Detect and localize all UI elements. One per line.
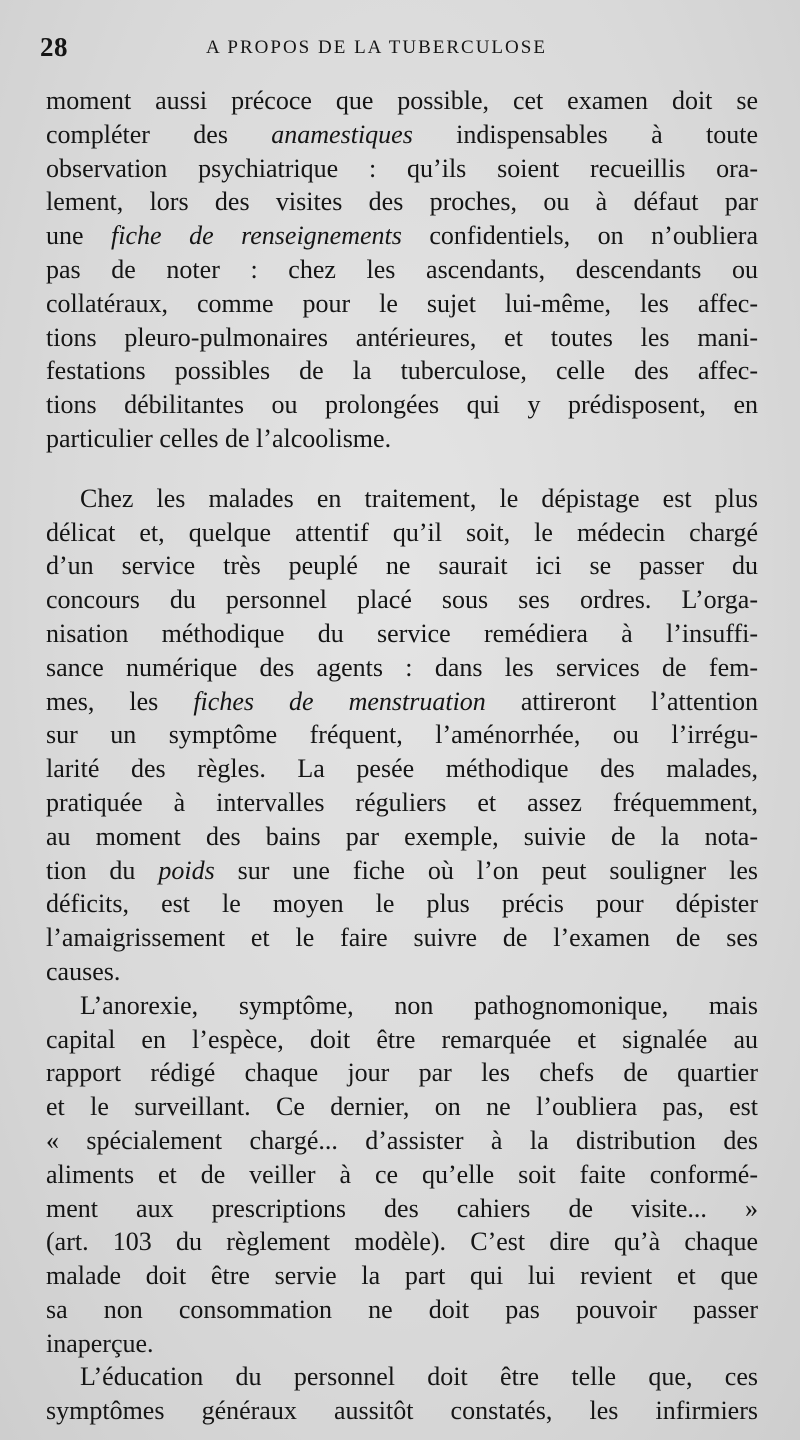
text-segment: ment aux prescriptions des cahiers de visite... » [46, 1193, 758, 1223]
text-segment: tion du [46, 855, 159, 885]
text-segment: L’anorexie, symptôme, non pathognomonique, mais [80, 990, 758, 1020]
body-text [46, 84, 758, 1428]
text-segment: confidentiels, on n’oubliera [401, 221, 758, 251]
text-line [46, 921, 758, 955]
text-segment: Chez les malades en traitement, le dépistage est plus [80, 483, 758, 513]
text-line [46, 1225, 758, 1259]
paragraph [46, 1360, 758, 1428]
text-segment: (art. 103 du règlement modèle). C’est dire qu’à chaque [46, 1227, 758, 1257]
text-segment: symptômes généraux aussitôt constatés, les infirmiers [46, 1396, 758, 1426]
text-segment: rapport rédigé chaque jour par les chefs de quartier [46, 1058, 758, 1088]
text-line [46, 752, 758, 786]
text-line [46, 1090, 758, 1124]
text-line [46, 253, 758, 287]
text-line [46, 354, 758, 388]
text-segment: l’amaigrissement et le faire suivre de l’examen de ses [46, 923, 758, 953]
text-line [46, 219, 758, 253]
text-segment: déficits, est le moyen le plus précis pour dépister [46, 889, 758, 919]
text-line [46, 185, 758, 219]
text-line [46, 1124, 758, 1158]
text-segment: au moment des bains par exemple, suivie de la nota- [46, 821, 758, 851]
text-segment: mes, les [46, 686, 194, 716]
text-segment: nisation méthodique du service remédiera à l’insuffi- [46, 618, 758, 648]
text-segment: indispensables à toute [412, 119, 758, 149]
text-line [46, 321, 758, 355]
italic-term: anamestiques [271, 119, 413, 149]
text-line [46, 1293, 758, 1327]
text-segment: d’un service très peuplé ne saurait ici se passer du [46, 551, 758, 581]
text-line [46, 989, 758, 1023]
text-line [46, 1327, 758, 1361]
paragraph [46, 989, 758, 1361]
text-line [46, 1259, 758, 1293]
text-line [46, 84, 758, 118]
text-segment: sur un symptôme fréquent, l’aménorrhée, ou l’irrégu- [46, 720, 758, 750]
text-line [46, 388, 758, 422]
text-line [46, 617, 758, 651]
text-line [46, 718, 758, 752]
text-line [46, 1192, 758, 1226]
text-segment: une [46, 221, 112, 251]
italic-term: poids [158, 855, 215, 885]
text-line [46, 854, 758, 888]
text-segment: observation psychiatrique : qu’ils soient recueillis ora- [46, 153, 758, 183]
text-segment: capital en l’espèce, doit être remarquée et signalée au [46, 1024, 758, 1054]
text-line [46, 549, 758, 583]
paragraph-gap [46, 456, 758, 482]
text-line [46, 820, 758, 854]
text-segment: délicat et, quelque attentif qu’il soit, le médecin chargé [46, 517, 758, 547]
text-line [46, 422, 758, 456]
text-line [46, 482, 758, 516]
text-segment: inaperçue. [46, 1328, 154, 1358]
text-line [46, 152, 758, 186]
text-segment: « spécialement chargé... d’assister à la distribution des [46, 1125, 758, 1155]
text-line [46, 1360, 758, 1394]
text-segment: causes. [46, 956, 121, 986]
text-segment: sa non consommation ne doit pas pouvoir passer [46, 1294, 758, 1324]
text-segment: sur une fiche où l’on peut souligner les [214, 855, 758, 885]
text-segment: tions débilitantes ou prolongées qui y prédisposent, en [46, 390, 758, 420]
text-line [46, 1158, 758, 1192]
text-segment: malade doit être servie la part qui lui revient et que [46, 1261, 758, 1291]
text-line [46, 786, 758, 820]
text-segment: pas de noter : chez les ascendants, descendants ou [46, 254, 758, 284]
text-line [46, 118, 758, 152]
text-segment: aliments et de veiller à ce qu’elle soit faite conformé- [46, 1159, 758, 1189]
text-line [46, 516, 758, 550]
text-line [46, 287, 758, 321]
page-number: 28 [40, 32, 68, 62]
text-line [46, 1056, 758, 1090]
page-header [40, 32, 760, 66]
text-segment: moment aussi précoce que possible, cet examen doit se [46, 86, 758, 115]
italic-term: fiche de renseignements [111, 221, 402, 251]
text-segment: larité des règles. La pesée méthodique des malades, [46, 754, 758, 784]
text-line [46, 651, 758, 685]
text-segment: attireront l’attention [485, 686, 758, 716]
text-segment: lement, lors des visites des proches, ou à défaut par [46, 187, 758, 217]
text-segment: compléter des [46, 119, 272, 149]
text-segment: tions pleuro-pulmonaires antérieures, et toutes les mani- [46, 322, 758, 352]
text-segment: concours du personnel placé sous ses ordres. L’orga- [46, 585, 758, 615]
text-segment: pratiquée à intervalles réguliers et assez fréquemment, [46, 787, 758, 817]
text-line [46, 583, 758, 617]
text-segment: L’éducation du personnel doit être telle que, ces [80, 1362, 758, 1392]
text-segment: collatéraux, comme pour le sujet lui-même, les affec- [46, 288, 758, 318]
text-segment: et le surveillant. Ce dernier, on ne l’oubliera pas, est [46, 1092, 758, 1122]
italic-term: fiches de menstruation [193, 686, 486, 716]
text-line [46, 1023, 758, 1057]
text-line [46, 955, 758, 989]
text-line [46, 887, 758, 921]
text-segment: sance numérique des agents : dans les services de fem- [46, 652, 758, 682]
paragraph [46, 84, 758, 456]
running-title: A PROPOS DE LA TUBERCULOSE [206, 37, 547, 58]
text-line [46, 685, 758, 719]
text-segment: festations possibles de la tuberculose, celle des affec- [46, 356, 758, 386]
text-segment: particulier celles de l’alcoolisme. [46, 423, 392, 453]
paragraph [46, 482, 758, 989]
text-line [46, 1394, 758, 1428]
